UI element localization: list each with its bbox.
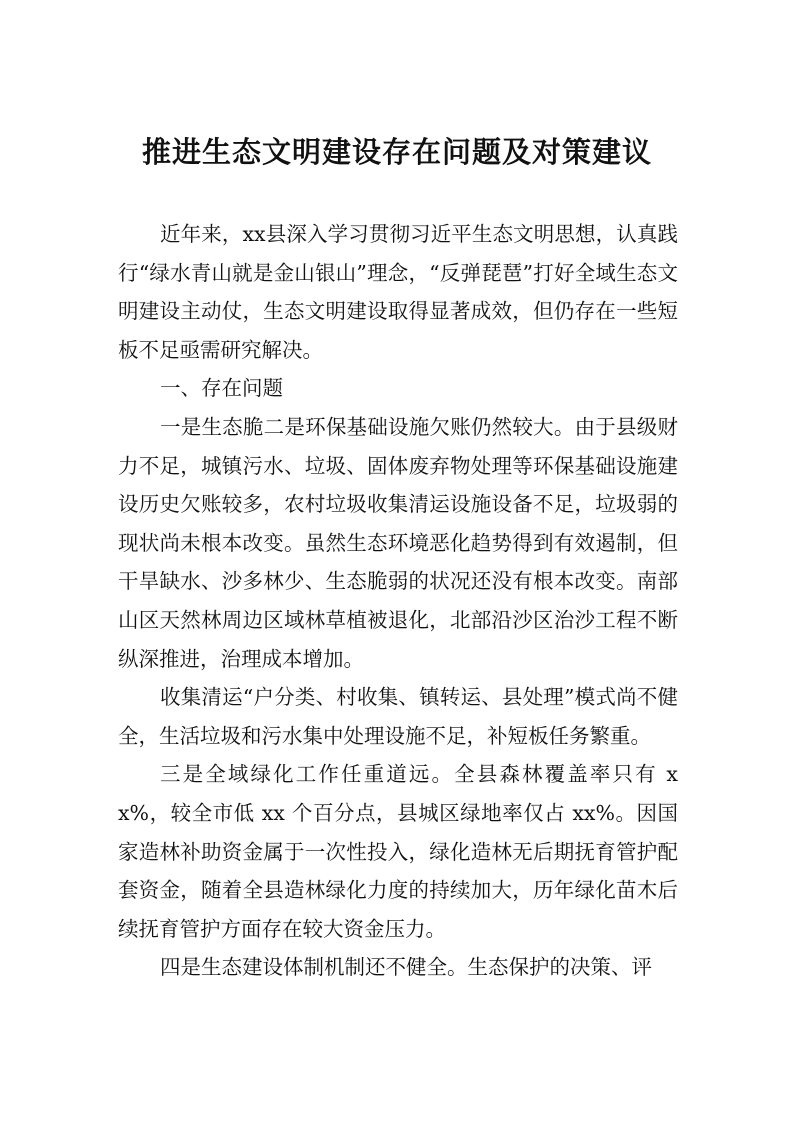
problem-paragraph-1: 一是生态脆二是环保基础设施欠账仍然较大。由于县级财力不足，城镇污水、垃圾、固体废弃物处理等环保基础设施建设历史欠账较多，农村垃圾收集清运设施设备不足，垃圾弱的现状尚未根本改变。虽然生态环境恶化趋势得到有效遏制，但干旱缺水、沙多林少、生态脆弱的状况还没有根本改变。南部山区天然林周边区域林草植被退化，北部沿沙区治沙工程不断纵深推进，治理成本增加。 — [118, 414, 678, 671]
section-heading-problems: 一、存在问题 — [160, 376, 283, 401]
intro-paragraph: 近年来，xx县深入学习贯彻习近平生态文明思想，认真践行“绿水青山就是金山银山”理念，“反弹琵琶”打好全域生态文明建设主动仗，生态文明建设取得显著成效，但仍存在一些短板不足亟需研究解决。 — [118, 222, 678, 362]
document-title: 推进生态文明建设存在问题及对策建议 — [141, 135, 652, 169]
problem-paragraph-4: 四是生态建设体制机制还不健全。生态保护的决策、评 — [160, 955, 652, 980]
document-body — [118, 215, 678, 987]
problem-paragraph-3: 三是全域绿化工作任重道远。全县森林覆盖率只有 xx%，较全市低 xx 个百分点，县城区绿地率仅占 xx%。因国家造林补助资金属于一次性投入，绿化造林无后期抚育管护配套资金，随着全县造林绿化力度的持续加大，历年绿化苗木后续抚育管护方面存在较大资金压力。 — [118, 762, 678, 941]
problem-paragraph-2: 收集清运“户分类、村收集、镇转运、县处理”模式尚不健全，生活垃圾和污水集中处理设施不足，补短板任务繁重。 — [118, 685, 678, 748]
